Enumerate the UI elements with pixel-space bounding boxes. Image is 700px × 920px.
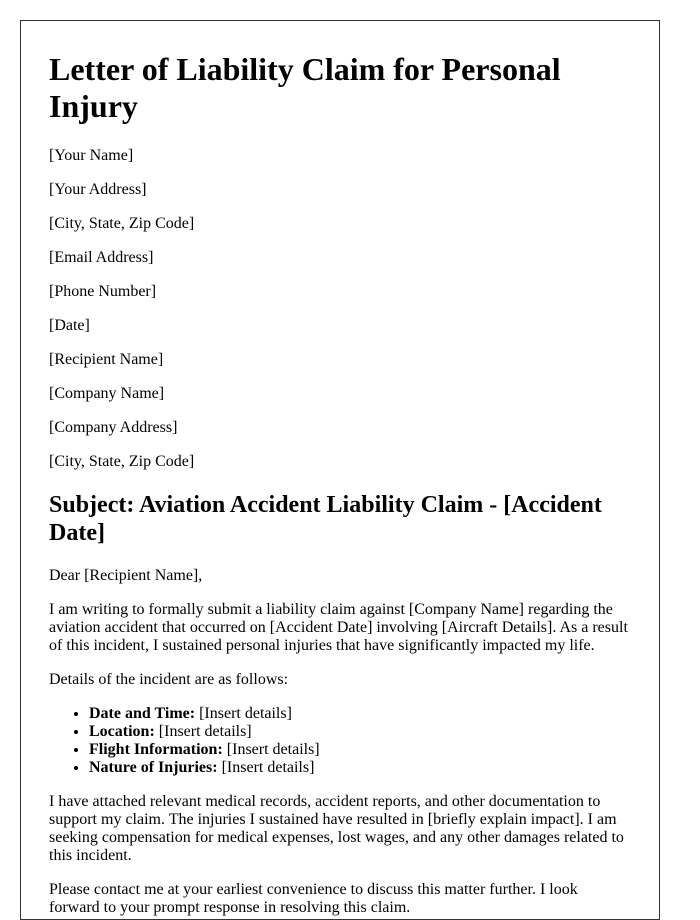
letter-page <box>20 20 660 920</box>
detail-value: [Insert details] <box>154 723 252 740</box>
sender-phone: [Phone Number] <box>49 283 157 300</box>
body-paragraph-1: I am writing to formally submit a liability claim against [Company Name] regarding the aviation accident that occurred on [Accident Date] involving [Aircraft Details]. As a result of this incident, I sustained personal injuries that have significantly impacted my life. <box>49 601 628 654</box>
recipient-company: [Company Name] <box>49 385 165 402</box>
detail-label: Date and Time: <box>89 705 196 722</box>
salutation: Dear [Recipient Name], <box>49 567 203 584</box>
recipient-city-state-zip: [City, State, Zip Code] <box>49 453 195 470</box>
detail-value: [Insert details] <box>217 759 315 776</box>
detail-label: Location: <box>89 723 155 740</box>
body-paragraph-3: Please contact me at your earliest convenience to discuss this matter further. I look forward to your prompt response in resolving this claim. <box>49 881 578 916</box>
incident-details-list <box>49 705 631 777</box>
detail-value: [Insert details] <box>195 705 292 722</box>
recipient-company-address: [Company Address] <box>49 419 178 436</box>
detail-value: [Insert details] <box>222 741 320 758</box>
sender-email: [Email Address] <box>49 249 154 266</box>
sender-block <box>49 147 631 335</box>
detail-label: Flight Information: <box>89 741 223 758</box>
sender-name: [Your Name] <box>49 147 134 164</box>
list-item <box>89 723 631 741</box>
letter-subject: Subject: Aviation Accident Liability Claim - [Accident Date] <box>49 492 602 546</box>
list-item <box>89 741 631 759</box>
body-paragraph-2: I have attached relevant medical records, accident reports, and other documentation to support my claim. The injuries I sustained have resulted in [briefly explain impact]. I am seeking compensation for medical expenses, lost wages, and any other damages related to this incident. <box>49 793 624 864</box>
list-item <box>89 705 631 723</box>
letter-date: [Date] <box>49 317 90 334</box>
recipient-block <box>49 351 631 471</box>
sender-address: [Your Address] <box>49 181 147 198</box>
details-intro: Details of the incident are as follows: <box>49 671 289 688</box>
recipient-name: [Recipient Name] <box>49 351 164 368</box>
sender-city-state-zip: [City, State, Zip Code] <box>49 215 195 232</box>
detail-label: Nature of Injuries: <box>89 759 218 776</box>
list-item <box>89 759 631 777</box>
letter-title: Letter of Liability Claim for Personal Injury <box>49 51 561 124</box>
